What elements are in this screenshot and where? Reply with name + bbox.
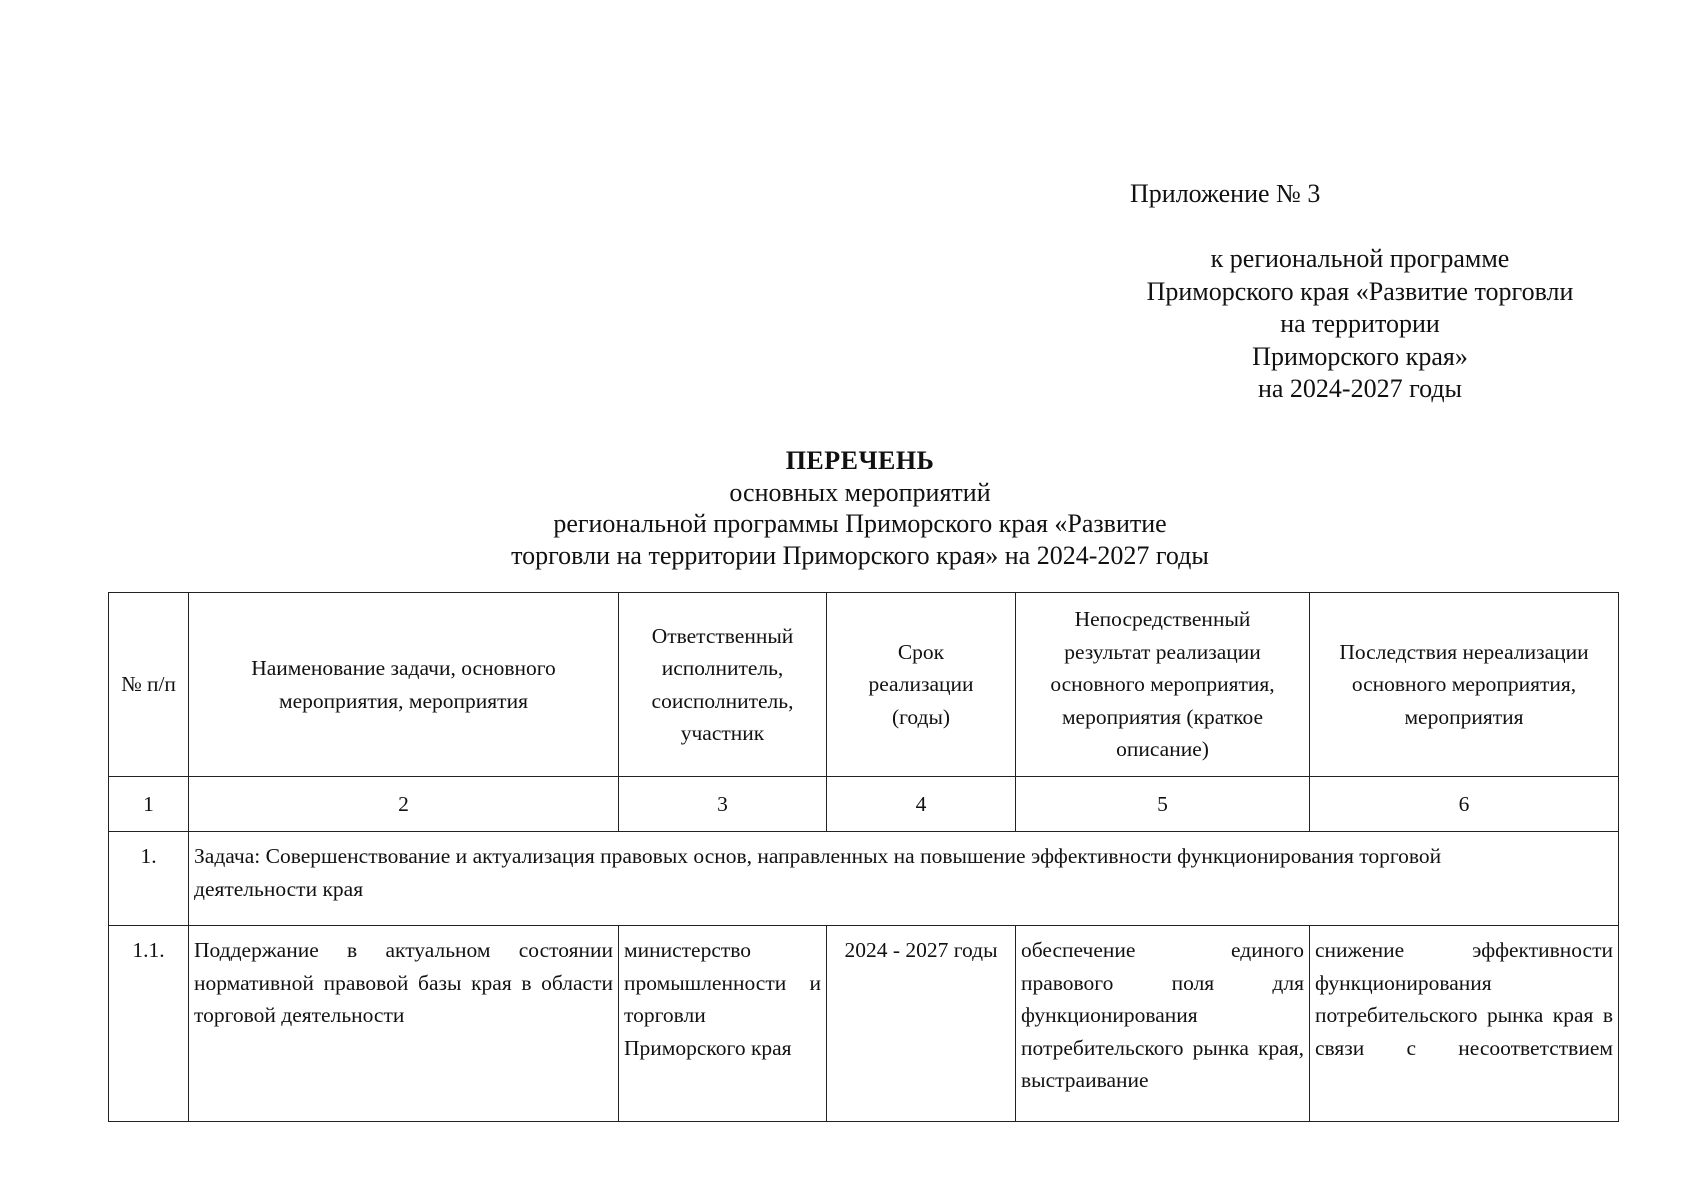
appendix-line: на территории xyxy=(1280,309,1440,338)
document-title: ПЕРЕЧЕНЬ xyxy=(785,446,935,475)
document-subtitle-line: торговли на территории Приморского края» на 2024-2027 годы xyxy=(511,540,1209,570)
appendix-reference xyxy=(1120,243,1600,406)
appendix-line: к региональной программе xyxy=(1210,244,1510,273)
row-name: Поддержание в актуальном состоянии нормативной правовой базы края в области торговой деятельности xyxy=(189,926,619,1122)
header-cell-period: Срок реализации (годы) xyxy=(827,593,1016,777)
header-cell-consequence: Последствия нереализации основного мероприятия, мероприятия xyxy=(1310,593,1619,777)
row-consequence: снижение эффективности функционирования потребительского рынка края в связи с несоответствием xyxy=(1310,926,1619,1122)
task-row xyxy=(109,832,1619,926)
row-result: обеспечение единого правового поля для функционирования потребительского рынка края, выстраивание xyxy=(1016,926,1310,1122)
document-subtitle-line: основных мероприятий xyxy=(729,477,991,507)
row-executor: министерство промышленности и торговли Приморского края xyxy=(619,926,827,1122)
document-subtitle-line: региональной программы Приморского края «Развитие xyxy=(553,509,1167,538)
table-row xyxy=(109,926,1619,1122)
column-number-cell: 4 xyxy=(827,777,1016,832)
measures-table xyxy=(108,592,1619,1122)
task-number: 1. xyxy=(109,832,189,926)
header-cell-number: № п/п xyxy=(109,593,189,777)
header-cell-executor: Ответственный исполнитель, соисполнитель, участник xyxy=(619,593,827,777)
appendix-line: на 2024-2027 годы xyxy=(1257,374,1463,403)
column-number-cell: 5 xyxy=(1016,777,1310,832)
row-number: 1.1. xyxy=(109,926,189,1122)
appendix-line: Приморского края «Развитие торговли xyxy=(1146,276,1574,306)
task-text: Задача: Совершенствование и актуализация правовых основ, направленных на повышение эффективности функционирования торговой деятельности края xyxy=(189,832,1619,926)
appendix-line: Приморского края» xyxy=(1252,341,1468,371)
column-number-cell: 6 xyxy=(1310,777,1619,832)
column-number-cell: 1 xyxy=(109,777,189,832)
document-title-block xyxy=(420,445,1300,571)
column-number-row xyxy=(109,777,1619,832)
header-cell-result: Непосредственный результат реализации основного мероприятия, мероприятия (краткое описание) xyxy=(1016,593,1310,777)
row-period: 2024 - 2027 годы xyxy=(827,926,1016,1122)
table-header-row xyxy=(109,593,1619,777)
appendix-number: Приложение № 3 xyxy=(1130,179,1321,208)
header-cell-name: Наименование задачи, основного мероприятия, мероприятия xyxy=(189,593,619,777)
column-number-cell: 2 xyxy=(189,777,619,832)
column-number-cell: 3 xyxy=(619,777,827,832)
